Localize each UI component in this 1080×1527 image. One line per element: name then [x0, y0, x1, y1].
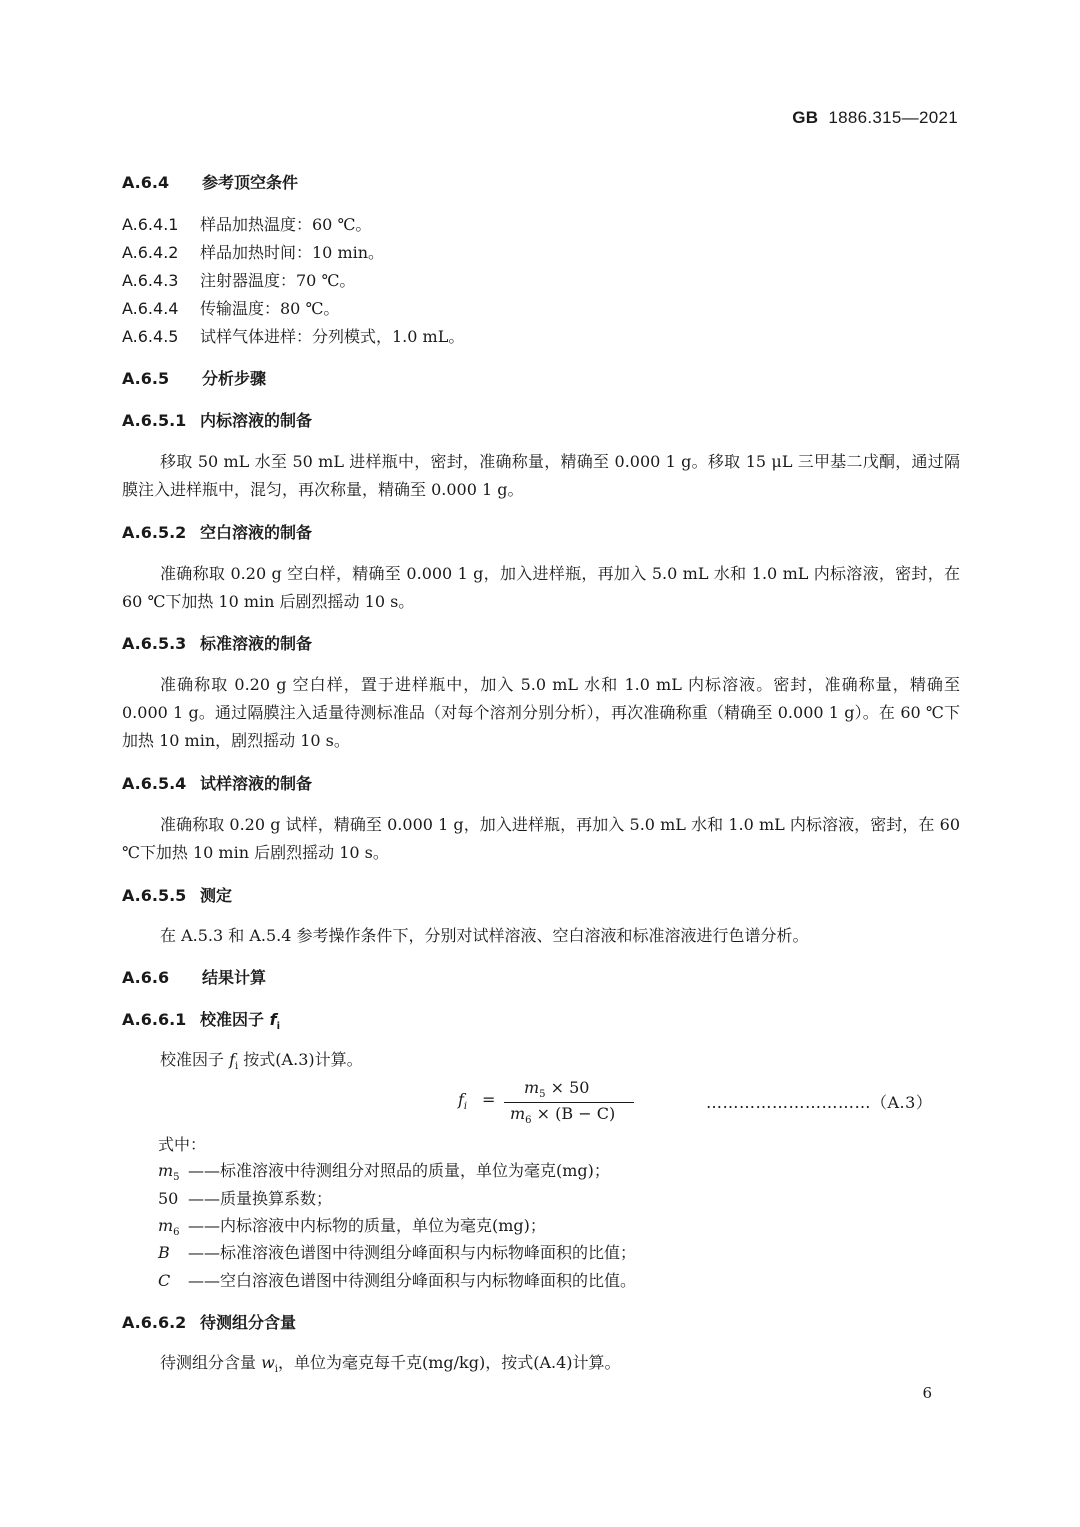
standard-prefix: GB	[792, 108, 819, 127]
section-number: A.6.5.4	[122, 774, 187, 793]
section-title: 参考顶空条件	[202, 173, 299, 192]
section-heading-a6654	[122, 771, 312, 794]
section-number: A.6.4	[122, 173, 170, 192]
standard-code	[792, 108, 958, 128]
definition-symbol	[158, 1216, 188, 1238]
text-fragment: 按式(A.3)计算。	[238, 1050, 363, 1069]
subscript: 5	[539, 1089, 546, 1101]
item-text: 传输温度：80 ℃。	[200, 299, 340, 318]
variable-f: f	[458, 1090, 464, 1109]
item-number: A.6.4.3	[122, 271, 179, 290]
section-title: 标准溶液的制备	[200, 634, 313, 653]
subscript: 6	[173, 1227, 180, 1239]
section-number: A.6.5	[122, 369, 170, 388]
text-fragment: ，单位为毫克每千克(mg/kg)，按式(A.4)计算。	[278, 1353, 621, 1372]
section-number: A.6.6.1	[122, 1010, 187, 1029]
definition-symbol	[158, 1161, 188, 1183]
list-item	[122, 296, 339, 319]
list-item	[122, 268, 355, 291]
section-title: 结果计算	[202, 968, 267, 987]
section-number: A.6.5.5	[122, 886, 187, 905]
definition-text: 标准溶液色谱图中待测组分峰面积与内标物峰面积的比值；	[220, 1243, 637, 1262]
definition-dash: ——	[188, 1161, 220, 1180]
definition-dash: ——	[188, 1216, 220, 1235]
definitions-title: 式中：	[158, 1135, 207, 1154]
formula-a3	[458, 1078, 638, 1127]
subscript: i	[276, 1021, 280, 1033]
section-heading-a666	[122, 965, 266, 988]
section-title: 内标溶液的制备	[200, 411, 313, 430]
section-title: 试样溶液的制备	[200, 774, 313, 793]
equation-number: …………………………（A.3）	[706, 1093, 933, 1112]
definition-dash: ——	[188, 1189, 220, 1208]
paragraph-internal-standard: 移取 50 mL 水至 50 mL 进样瓶中，密封，准确称量，精确至 0.000 1 g。移取 15 μL 三甲基二戊酮，通过隔膜注入进样瓶中，混匀，再次称量，精确至 0.000 1 g。	[122, 452, 960, 499]
formula-numerator	[524, 1078, 589, 1100]
list-item	[122, 240, 384, 263]
definition-dash: ——	[188, 1243, 220, 1262]
item-text: 样品加热时间：10 min。	[200, 243, 385, 262]
paragraph-standard-solution: 准确称取 0.20 g 空白样，置于进样瓶中，加入 5.0 mL 水和 1.0 mL 内标溶液。密封，准确称量，精确至 0.000 1 g。通过隔膜注入适量待测标准品（对每个溶剂分别分析），再次准确称重（精确至 0.000 1 g）。在 60 ℃下加热 10 min，剧烈摇动 10 s。	[122, 675, 960, 750]
paragraph-determination: 在 A.5.3 和 A.5.4 参考操作条件下，分别对试样溶液、空白溶液和标准溶液进行色谱分析。	[160, 926, 809, 945]
text-fragment: × (B − C)	[531, 1104, 616, 1123]
item-text: 试样气体进样：分列模式，1.0 mL。	[200, 327, 465, 346]
subscript: i	[235, 1061, 239, 1073]
list-item	[122, 212, 371, 235]
text-fragment: × 50	[545, 1078, 590, 1097]
definition-symbol: B	[158, 1243, 170, 1262]
variable-m: m	[524, 1078, 540, 1097]
subscript: i	[274, 1364, 278, 1376]
paragraph-calibration-intro	[122, 1046, 960, 1081]
definition-item	[158, 1213, 546, 1238]
item-number: A.6.4.5	[122, 327, 179, 346]
section-number: A.6.5.3	[122, 634, 187, 653]
definition-text: 质量换算系数；	[220, 1189, 333, 1208]
item-number: A.6.4.4	[122, 299, 179, 318]
variable-m: m	[510, 1104, 526, 1123]
formula-lhs	[458, 1090, 467, 1112]
section-number: A.6.6	[122, 968, 170, 987]
definition-symbol	[158, 1189, 188, 1208]
formula-denominator	[510, 1104, 615, 1126]
symbol-text: m	[158, 1216, 174, 1235]
definition-symbol: C	[158, 1271, 171, 1290]
item-text: 样品加热温度：60 ℃。	[200, 215, 372, 234]
equals-sign: =	[482, 1090, 496, 1109]
section-title: 待测组分含量	[200, 1313, 297, 1332]
section-title: 校准因子	[200, 1010, 265, 1029]
symbol-text: 50	[158, 1189, 179, 1208]
definition-item	[158, 1186, 332, 1209]
definition-item	[158, 1158, 610, 1183]
list-item	[122, 324, 464, 347]
section-heading-a665	[122, 366, 266, 389]
section-heading-a664	[122, 170, 298, 193]
page-number: 6	[922, 1384, 932, 1402]
fraction-bar	[504, 1102, 634, 1103]
section-number: A.6.5.1	[122, 411, 187, 430]
item-number: A.6.4.1	[122, 215, 179, 234]
variable-w: w	[261, 1353, 275, 1372]
text-fragment: 校准因子	[160, 1050, 230, 1069]
section-title: 分析步骤	[202, 369, 267, 388]
section-title: 测定	[200, 886, 233, 905]
section-heading-a6661	[122, 1007, 280, 1032]
section-heading-a6652	[122, 520, 312, 543]
paragraph-blank-solution: 准确称取 0.20 g 空白样，精确至 0.000 1 g，加入进样瓶，再加入 5.0 mL 水和 1.0 mL 内标溶液，密封，在 60 ℃下加热 10 min 后剧烈摇动 10 s。	[122, 564, 960, 611]
definition-text: 内标溶液中内标物的质量，单位为毫克(mg)；	[220, 1216, 546, 1235]
section-heading-a6655	[122, 883, 232, 906]
subscript: 6	[525, 1115, 532, 1127]
item-number: A.6.4.2	[122, 243, 179, 262]
paragraph-component-content	[122, 1349, 960, 1384]
subscript: i	[463, 1101, 468, 1113]
section-title: 空白溶液的制备	[200, 523, 313, 542]
standard-number: 1886.315—2021	[828, 108, 958, 127]
text-fragment: 待测组分含量	[160, 1353, 262, 1372]
definition-item	[158, 1268, 636, 1291]
variable-f: f	[229, 1050, 236, 1069]
section-heading-a6651	[122, 408, 312, 431]
section-heading-a6653	[122, 631, 312, 654]
subscript: 5	[173, 1172, 180, 1184]
definition-dash: ——	[188, 1271, 220, 1290]
definition-item	[158, 1240, 636, 1263]
definition-text: 标准溶液中待测组分对照品的质量，单位为毫克(mg)；	[220, 1161, 610, 1180]
variable-f: f	[269, 1010, 277, 1029]
symbol-text: m	[158, 1161, 174, 1180]
section-heading-a6662	[122, 1310, 296, 1333]
paragraph-sample-solution: 准确称取 0.20 g 试样，精确至 0.000 1 g，加入进样瓶，再加入 5.0 mL 水和 1.0 mL 内标溶液，密封，在 60 ℃下加热 10 min 后剧烈摇动 10 s。	[122, 815, 960, 862]
section-number: A.6.5.2	[122, 523, 187, 542]
item-text: 注射器温度：70 ℃。	[200, 271, 356, 290]
section-number: A.6.6.2	[122, 1313, 187, 1332]
definition-text: 空白溶液色谱图中待测组分峰面积与内标物峰面积的比值。	[220, 1271, 637, 1290]
